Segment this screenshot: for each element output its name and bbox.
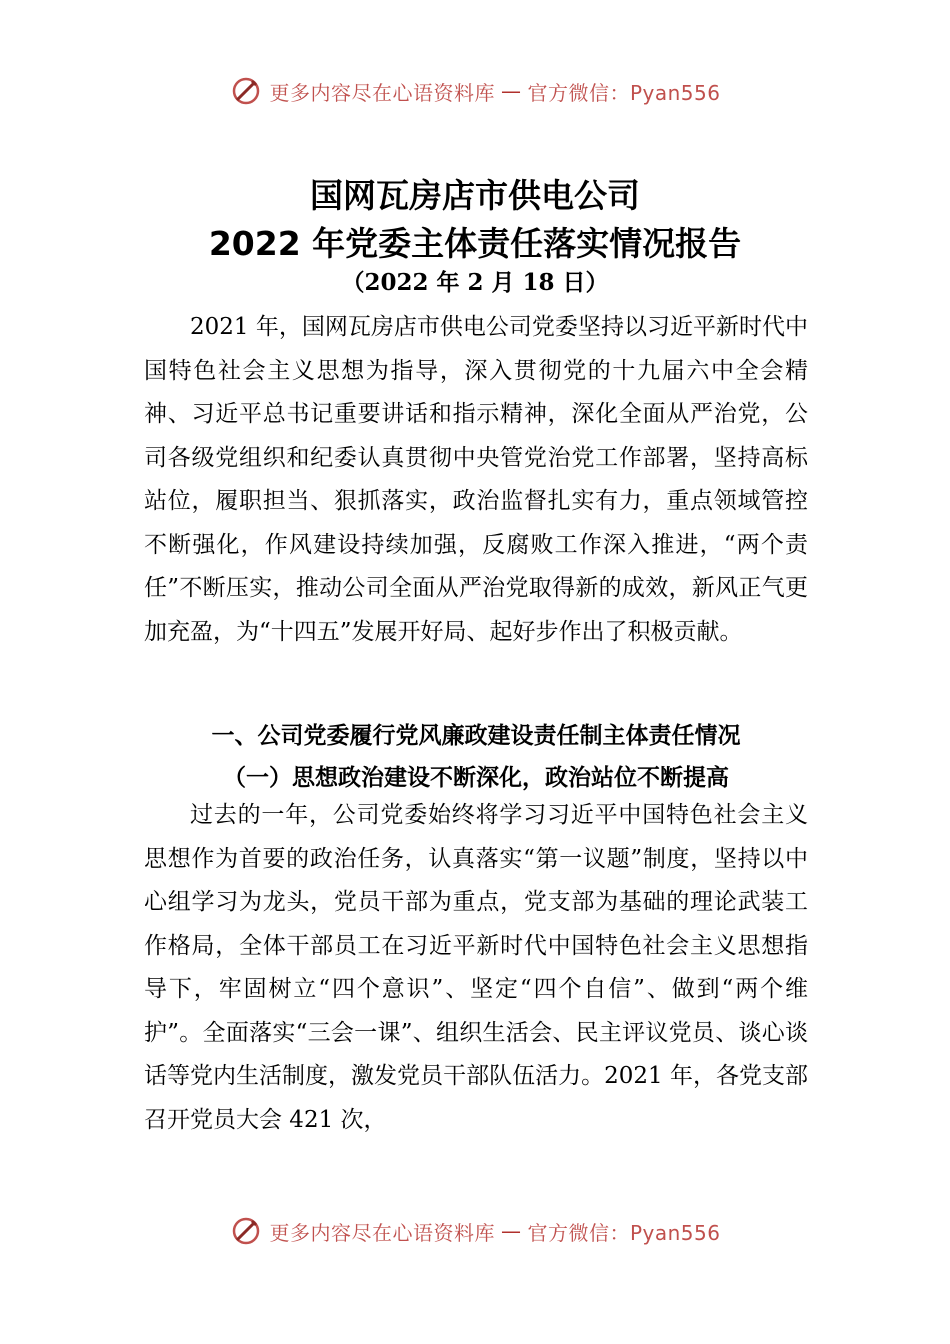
watermark-separator: — xyxy=(500,79,522,103)
intro-paragraph-block xyxy=(144,306,808,654)
watermark-wechat: 官方微信：Pyan556 xyxy=(527,80,721,105)
pen-logo-icon xyxy=(229,1214,263,1248)
subsection-heading: （一）思想政治建设不断深化，政治站位不断提高 xyxy=(223,764,729,791)
intro-paragraph: 2021 年，国网瓦房店市供电公司党委坚持以习近平新时代中国特色社会主义思想为指导，深入贯彻党的十九届六中全会精神、习近平总书记重要讲话和指示精神，深化全面从严治党，公司各级党组织和纪委认真贯彻中央管党治党工作部署，坚持高标站位，履职担当、狠抓落实，政治监督扎实有力，重点领域管控不断强化，作风建设持续加强，反腐败工作深入推进，“两个责任”不断压实，推动公司全面从严治党取得新的成效，新风正气更加充盈，为“十四五”发展开好局、起好步作出了积极贡献。 xyxy=(144,314,808,645)
document-title-line2: 2022 年党委主体责任落实情况报告 xyxy=(208,224,742,263)
body-paragraph-block xyxy=(144,794,808,1142)
watermark-text: 更多内容尽在心语资料库 xyxy=(269,80,495,105)
watermark-text: 更多内容尽在心语资料库 xyxy=(269,1220,495,1245)
header-watermark xyxy=(0,74,950,108)
section-heading: 一、公司党委履行党风廉政建设责任制主体责任情况 xyxy=(211,723,741,749)
footer-watermark xyxy=(0,1214,950,1248)
body-paragraph: 过去的一年，公司党委始终将学习习近平中国特色社会主义思想作为首要的政治任务，认真落实“第一议题”制度，坚持以中心组学习为龙头，党员干部为重点，党支部为基础的理论武装工作格局，全体干部员工在习近平新时代中国特色社会主义思想指导下，牢固树立“四个意识”、坚定“四个自信”、做到“两个维护”。全面落实“三会一课”、组织生活会、民主评议党员、谈心谈话等党内生活制度，激发党员干部队伍活力。2021 年，各党支部召开党员大会 421 次， xyxy=(144,802,808,1133)
document-title-line1: 国网瓦房店市供电公司 xyxy=(310,176,640,215)
watermark-wechat: 官方微信：Pyan556 xyxy=(527,1220,721,1245)
pen-logo-icon xyxy=(229,74,263,108)
document-date: （2022 年 2 月 18 日） xyxy=(341,269,609,296)
watermark-separator: — xyxy=(500,1219,522,1243)
